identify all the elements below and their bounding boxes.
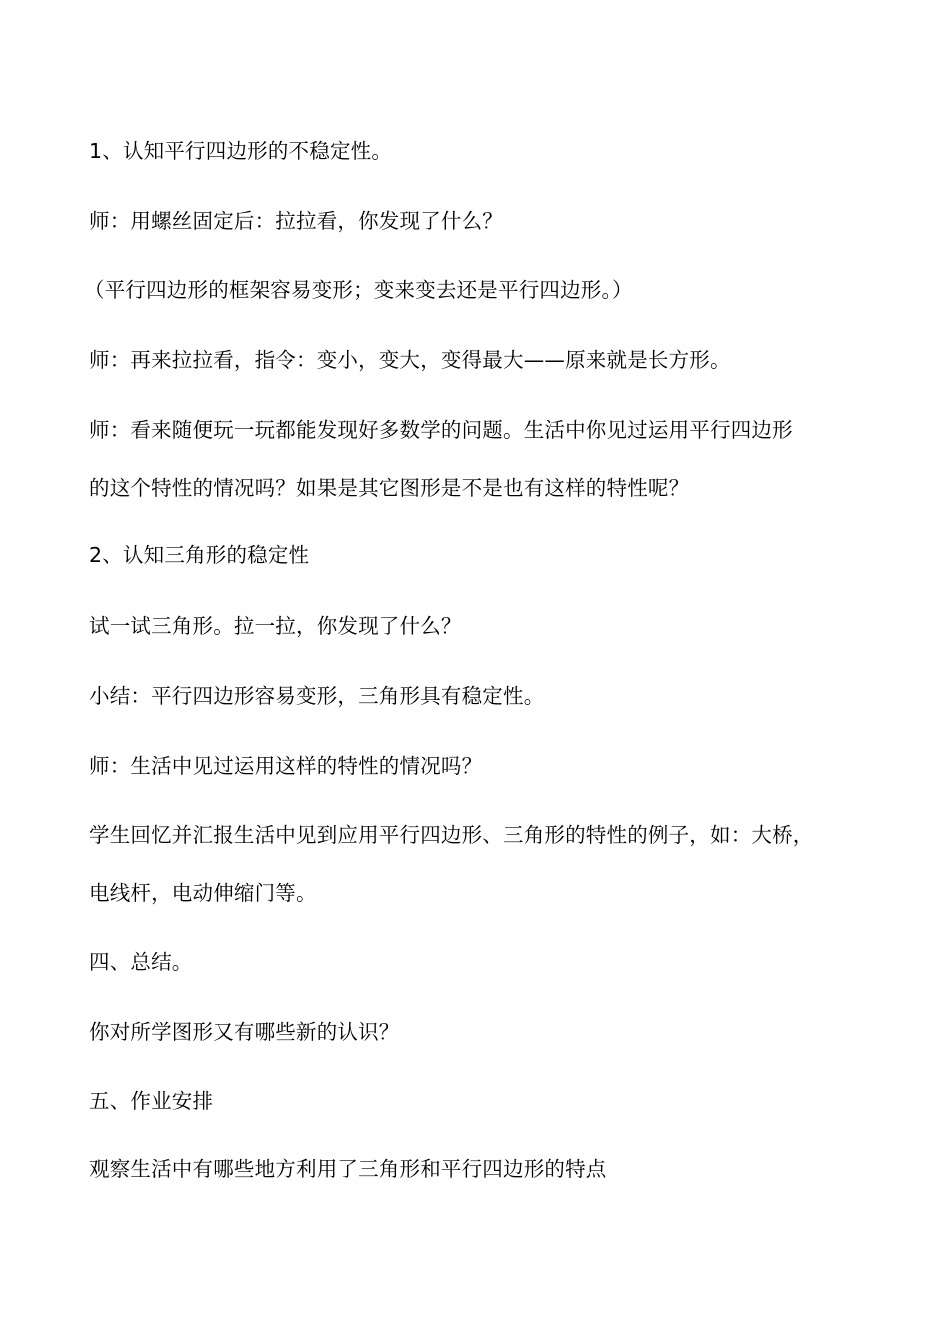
teacher-instruction-pull: 师：再来拉拉看，指令：变小，变大，变得最大——原来就是长方形。 xyxy=(89,348,731,372)
try-triangle: 试一试三角形。拉一拉，你发现了什么？ xyxy=(89,614,462,638)
teacher-life-examples-line1: 师：看来随便玩一玩都能发现好多数学的问题。生活中你见过运用平行四边形 xyxy=(89,418,793,442)
summary-question: 你对所学图形又有哪些新的认识？ xyxy=(89,1020,400,1044)
answer-parallelogram-deforms: （平行四边形的框架容易变形；变来变去还是平行四边形。） xyxy=(84,278,633,302)
heading-homework: 五、作业安排 xyxy=(89,1089,214,1113)
summary-stability: 小结：平行四边形容易变形，三角形具有稳定性。 xyxy=(89,684,545,708)
homework-task: 观察生活中有哪些地方利用了三角形和平行四边形的特点 xyxy=(89,1157,607,1181)
teacher-question-pull: 师：用螺丝固定后：拉拉看，你发现了什么？ xyxy=(89,209,503,233)
student-report-line1: 学生回忆并汇报生活中见到应用平行四边形、三角形的特性的例子，如：大桥， xyxy=(89,823,814,847)
heading-triangle-stability: 2、认知三角形的稳定性 xyxy=(89,543,310,567)
heading-summary: 四、总结。 xyxy=(89,950,193,974)
heading-parallelogram-instability: 1、认知平行四边形的不稳定性。 xyxy=(89,139,393,163)
student-report-line2: 电线杆，电动伸缩门等。 xyxy=(89,881,317,905)
teacher-life-examples-line2: 的这个特性的情况吗？如果是其它图形是不是也有这样的特性呢？ xyxy=(89,476,690,500)
teacher-life-question: 师：生活中见过运用这样的特性的情况吗？ xyxy=(89,754,483,778)
